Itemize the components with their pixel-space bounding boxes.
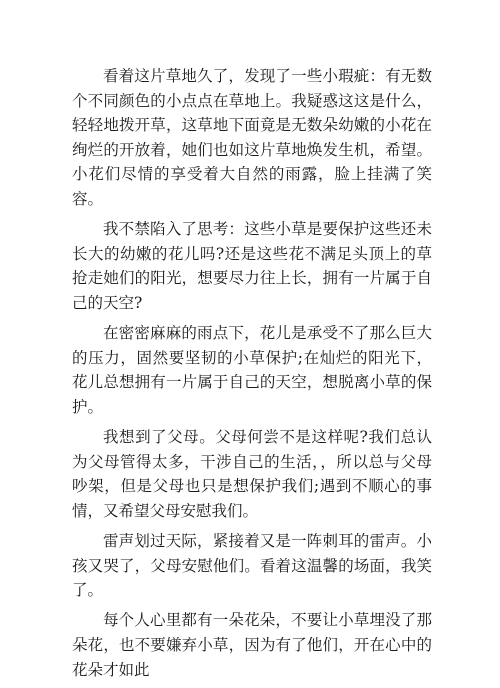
paragraph-1: 看着这片草地久了，发现了一些小瑕疵：有无数个不同颜色的小点点在草地上。我疑惑这这是什么，轻轻地拨开草，这草地下面竟是无数朵幼嫩的小花在绚烂的开放着，她们也如这片草地焕发生机，希望。小花们尽情的享受着大自然的雨露，脸上挂满了笑容。 xyxy=(72,67,432,208)
essay-body xyxy=(72,64,432,688)
paragraph-3: 在密密麻麻的雨点下，花儿是承受不了那么巨大的压力，固然要坚韧的小草保护;在灿烂的阳光下，花儿总想拥有一片属于自己的天空，想脱离小草的保护。 xyxy=(72,324,432,416)
paragraph-4: 我想到了父母。父母何尝不是这样呢?我们总认为父母管得太多，干涉自己的生活，，所以总与父母吵架，但是父母也只是想保护我们;遇到不顺心的事情，又希望父母安慰我们。 xyxy=(72,428,432,520)
paragraph-5: 雷声划过天际，紧接着又是一阵刺耳的雷声。小孩又哭了，父母安慰他们。看着这温馨的场面，我笑了。 xyxy=(72,532,432,600)
paragraph-6: 每个人心里都有一朵花朵，不要让小草埋没了那朵花，也不要嫌弃小草，因为有了他们，开在心中的花朵才如此 xyxy=(72,611,432,679)
paragraph-2: 我不禁陷入了思考：这些小草是要保护这些还未长大的幼嫩的花儿吗?还是这些花不满足头顶上的草抢走她们的阳光，想要尽力往上长，拥有一片属于自己的天空? xyxy=(72,220,432,312)
